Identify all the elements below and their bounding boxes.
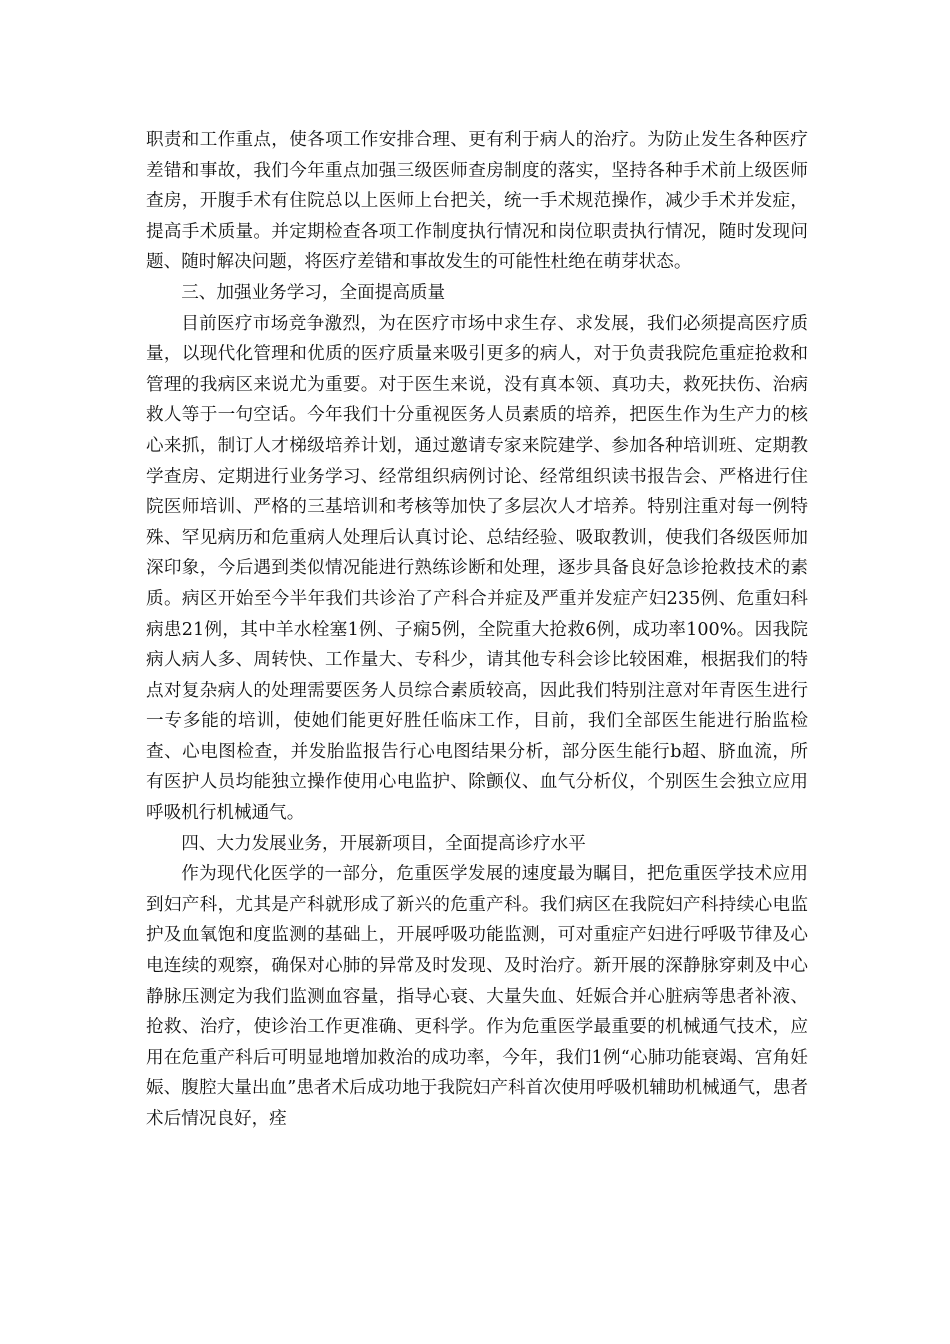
document-page — [146, 125, 808, 1135]
section-heading-three: 三、加强业务学习，全面提高质量 — [181, 282, 446, 303]
paragraph-duty-continuation: 职责和工作重点，使各项工作安排合理、更有利于病人的治疗。为防止发生各种医疗差错和事故，我们今年重点加强三级医师查房制度的落实，坚持各种手术前上级医师查房，开腹手术有住院总以上医师上台把关，统一手术规范操作，减少手术并发症，提高手术质量。并定期检查各项工作制度执行情况和岗位职责执行情况，随时发现问题、随时解决问题，将医疗差错和事故发生的可能性杜绝在萌芽状态。 — [146, 130, 808, 273]
paragraph-new-projects: 作为现代化医学的一部分，危重医学发展的速度最为瞩目，把危重医学技术应用到妇产科，尤其是产科就形成了新兴的危重产科。我们病区在我院妇产科持续心电监护及血氧饱和度监测的基础上，开展呼吸功能监测，可对重症产妇进行呼吸节律及心电连续的观察，确保对心肺的异常及时发现、及时治疗。新开展的深静脉穿刺及中心静脉压测定为我们监测血容量，指导心衰、大量失血、妊娠合并心脏病等患者补液、抢救、治疗，使诊治工作更准确、更科学。作为危重医学最重要的机械通气技术，应用在危重产科后可明显地增加救治的成功率，今年，我们1例“心肺功能衰竭、宫角妊娠、腹腔大量出血”患者术后成功地于我院妇产科首次使用呼吸机辅助机械通气，患者术后情况良好，痊 — [146, 864, 808, 1129]
section-heading-four: 四、大力发展业务，开展新项目，全面提高诊疗水平 — [181, 833, 586, 854]
paragraph-business-study: 目前医疗市场竞争激烈，为在医疗市场中求生存、求发展，我们必须提高医疗质量，以现代化管理和优质的医疗质量来吸引更多的病人，对于负责我院危重症抢救和管理的我病区来说尤为重要。对于医生来说，没有真本领、真功夫，救死扶伤、治病救人等于一句空话。今年我们十分重视医务人员素质的培养，把医生作为生产力的核心来抓，制订人才梯级培养计划，通过邀请专家来院建学、参加各种培训班、定期教学查房、定期进行业务学习、经常组织病例讨论、经常组织读书报告会、严格进行住院医师培训、严格的三基培训和考核等加快了多层次人才培养。特别注重对每一例特殊、罕见病历和危重病人处理后认真讨论、总结经验、吸取教训，使我们各级医师加深印象，今后遇到类似情况能进行熟练诊断和处理，逐步具备良好急诊抢救技术的素质。病区开始至今半年我们共诊治了产科合并症及严重并发症产妇235例、危重妇科病患21例，其中羊水栓塞1例、子痫5例，全院重大抢救6例，成功率100%。因我院病人病人多、周转快、工作量大、专科少，请其他专科会诊比较困难，根据我们的特点对复杂病人的处理需要医务人员综合素质较高，因此我们特别注意对年青医生进行一专多能的培训，使她们能更好胜任临床工作，目前，我们全部医生能进行胎监检查、心电图检查，并发胎监报告行心电图结果分析，部分医生能行b超、脐血流，所有医护人员均能独立操作使用心电监护、除颤仪、血气分析仪，个别医生会独立应用呼吸机行机械通气。 — [146, 313, 808, 824]
